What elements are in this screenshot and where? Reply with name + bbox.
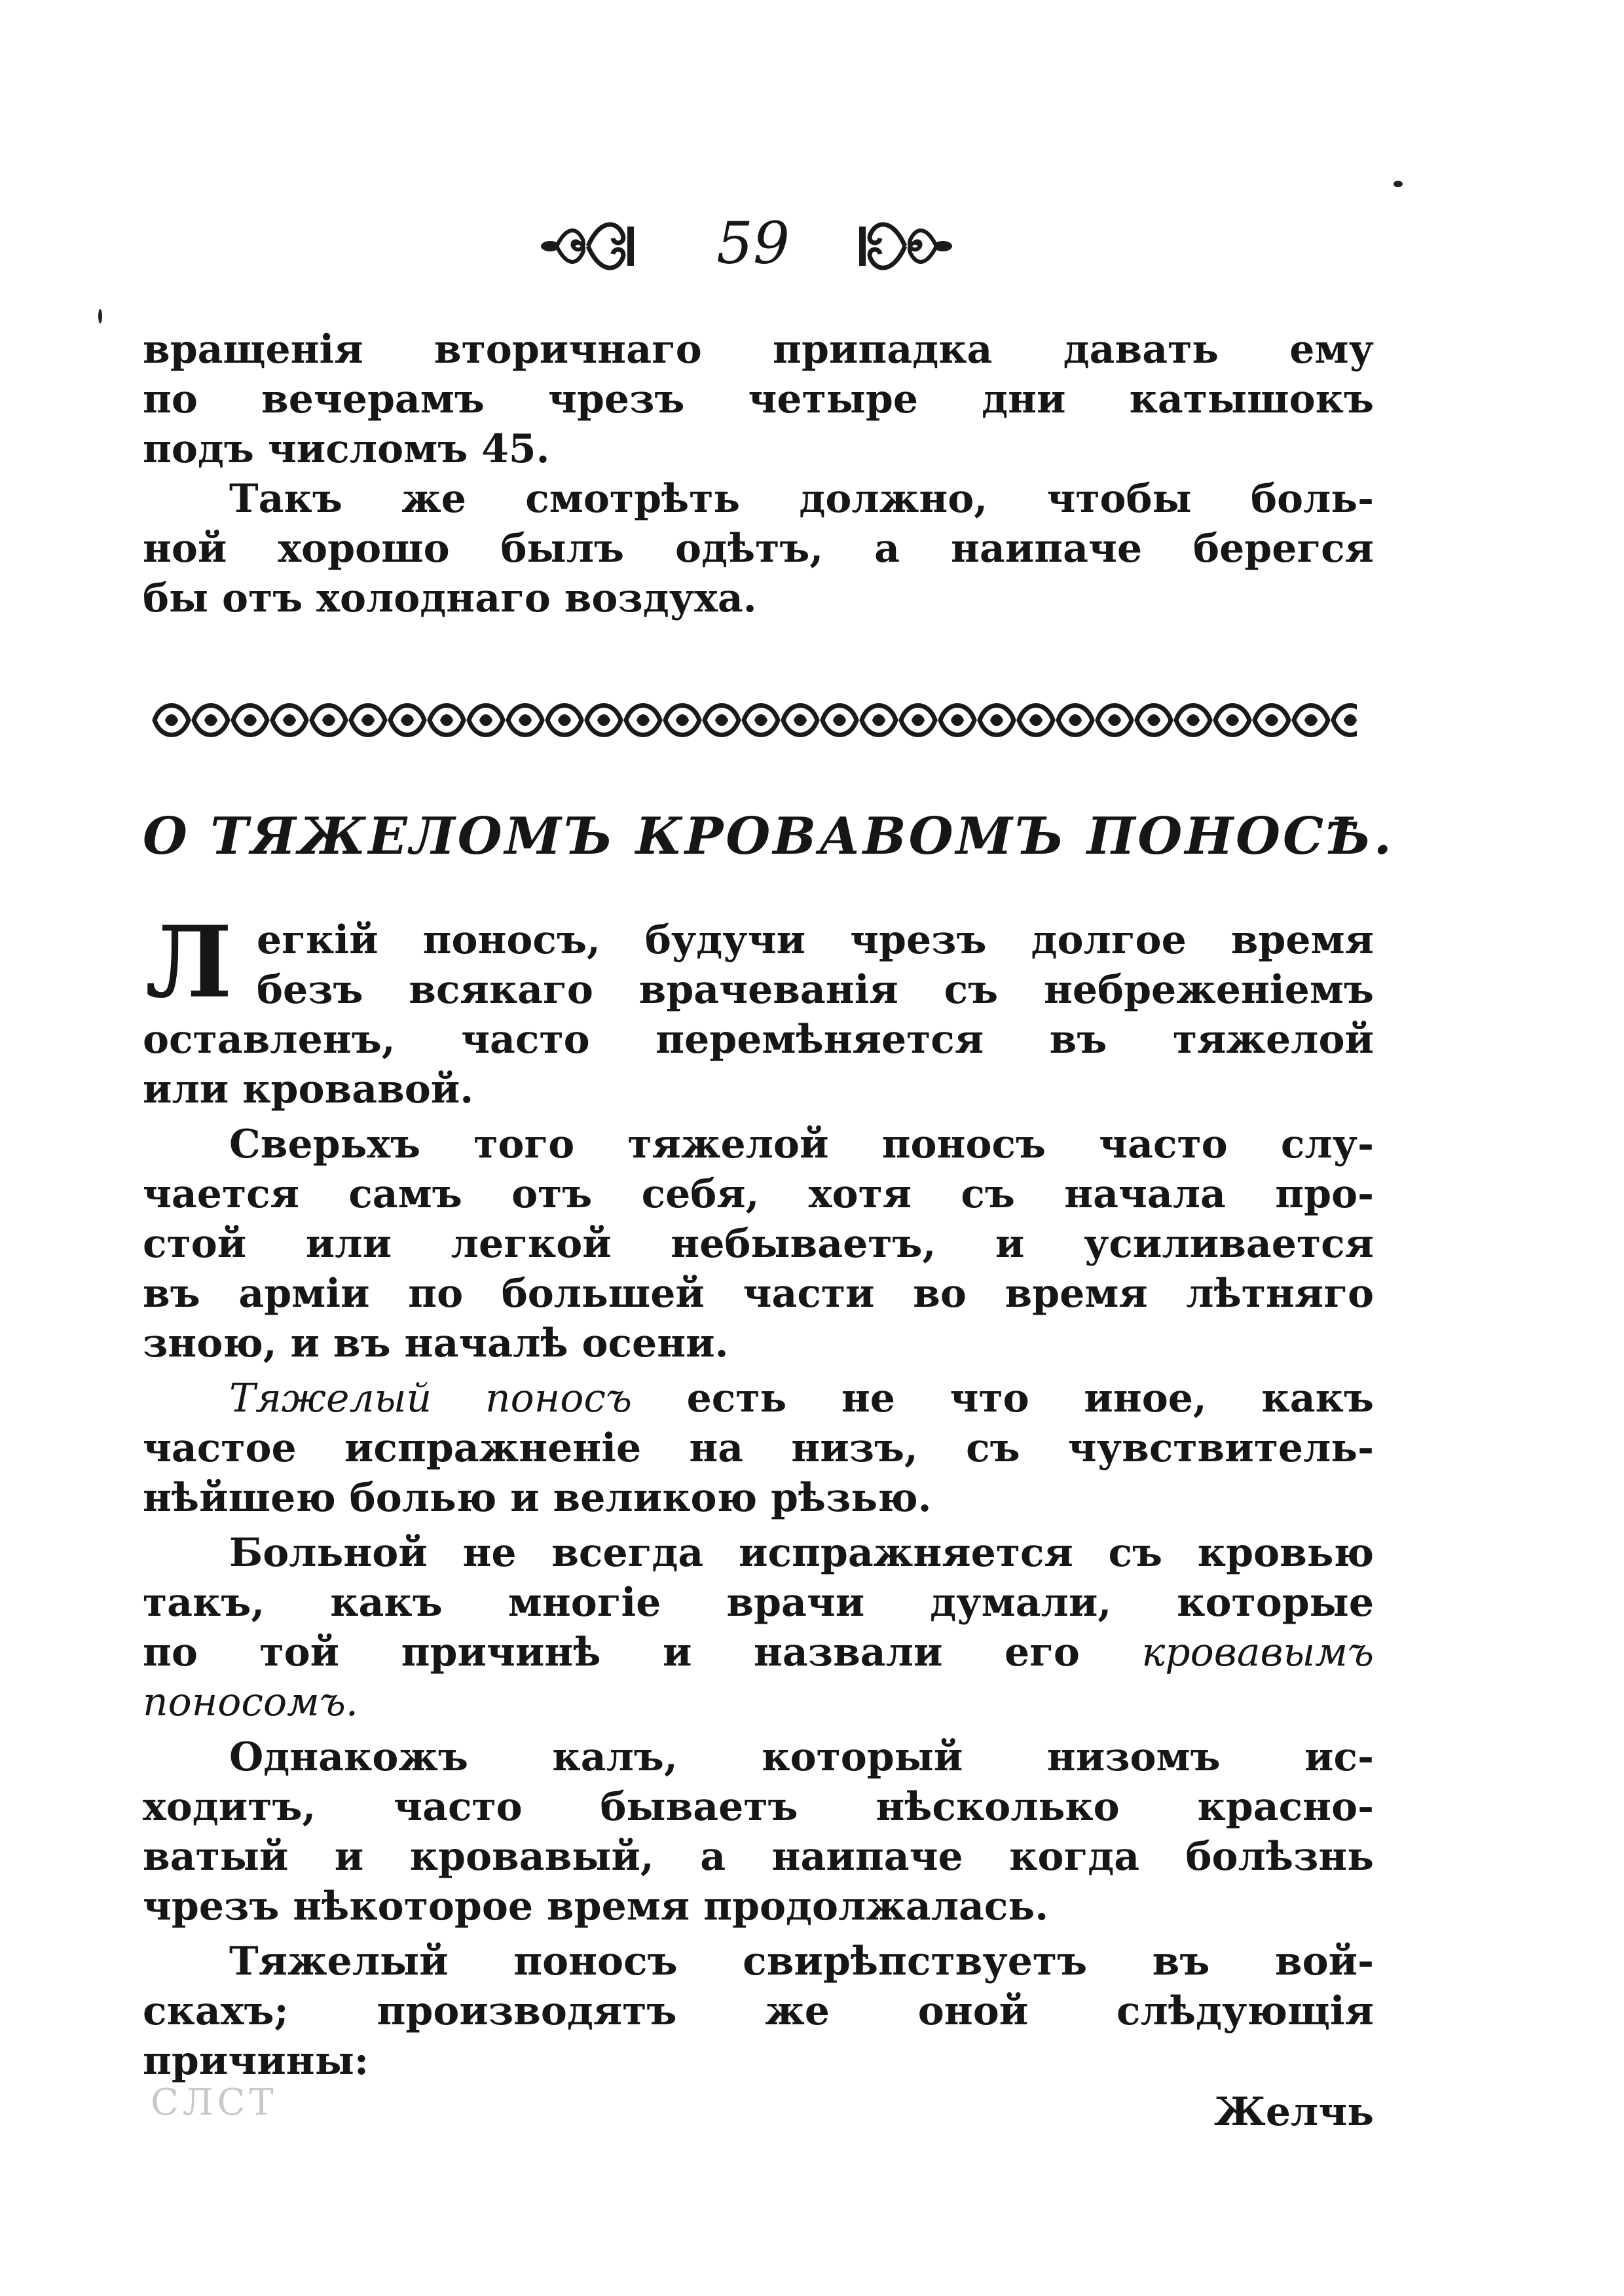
text-line: такъ, какъ многіе врачи думали, которые	[143, 1580, 1374, 1626]
text-line	[143, 1629, 1374, 1676]
text-line: въ арміи по большей части во время лѣтняго	[143, 1271, 1374, 1317]
text-line: стой или легкой небываетъ, и усиливается	[143, 1221, 1374, 1267]
catchword: Желчь	[1214, 2089, 1374, 2135]
text-line: егкій поносъ, будучи чрезъ долгое время	[257, 917, 1374, 963]
ink-speck	[98, 309, 102, 323]
text-line: ной хорошо былъ одѣтъ, а наипаче берегся	[143, 526, 1374, 572]
text-line: ходитъ, часто бываетъ нѣсколько красно-	[143, 1784, 1374, 1830]
text-line: ватый и кровавый, а наипаче когда болѣзнь	[143, 1834, 1374, 1880]
italic-term: Тяжелый поносъ	[229, 1376, 632, 1421]
text-line: чается самъ отъ себя, хотя съ начала про-	[143, 1171, 1374, 1217]
text-line: бы отъ холоднаго воздуха.	[143, 575, 757, 621]
text-line: вращенія вторичнаго припадка давать ему	[143, 327, 1374, 373]
text-line: или кровавой.	[143, 1066, 474, 1112]
text-line	[229, 1375, 1374, 1422]
ornament-right-icon	[851, 213, 956, 279]
drop-cap: Л	[145, 905, 232, 1020]
text-line: подъ числомъ 45.	[143, 426, 550, 472]
text-line: поносомъ.	[143, 1679, 358, 1725]
text-line: скахъ; производятъ же оной слѣдующія	[143, 1988, 1374, 2034]
text-span: есть не что иное, какъ	[631, 1376, 1374, 1421]
text-line: чрезъ нѣкоторое время продолжалась.	[143, 1884, 1049, 1929]
text-line: безъ всякаго врачеванія съ небреженіемъ	[257, 967, 1374, 1013]
italic-term: кровавымъ	[1141, 1630, 1374, 1675]
text-line: Тяжелый поносъ свирѣпствуетъ въ вой-	[229, 1939, 1374, 1984]
chapter-title: О ТЯЖЕЛОМЪ КРОВАВОМЪ ПОНОСѢ.	[143, 807, 1394, 866]
ornamental-divider	[152, 694, 1357, 746]
text-line: Такъ же смотрѣть должно, чтобы боль-	[229, 476, 1374, 522]
text-line: Однакожъ калъ, который низомъ ис-	[229, 1734, 1374, 1780]
ornament-left-icon	[537, 213, 642, 279]
bleed-through-text: СЛСТ	[151, 2081, 278, 2124]
text-line: оставленъ, часто перемѣняется въ тяжелой	[143, 1017, 1374, 1063]
page-header	[0, 208, 1624, 287]
page-number: 59	[716, 210, 790, 277]
text-line: Сверьхъ того тяжелой поносъ часто слу-	[229, 1121, 1374, 1167]
text-line: причины:	[143, 2038, 369, 2084]
text-line: по вечерамъ чрезъ четыре дни катышокъ	[143, 376, 1374, 422]
text-line: зною, и въ началѣ осени.	[143, 1321, 729, 1366]
text-span: по той причинѣ и назвали его	[143, 1630, 1142, 1675]
text-line: нѣйшею болью и великою рѣзью.	[143, 1475, 932, 1521]
text-line: частое испражненіе на низъ, съ чувствитель-	[143, 1425, 1374, 1471]
ink-speck	[1393, 181, 1403, 187]
text-line: Больной не всегда испражняется съ кровью	[229, 1530, 1374, 1576]
